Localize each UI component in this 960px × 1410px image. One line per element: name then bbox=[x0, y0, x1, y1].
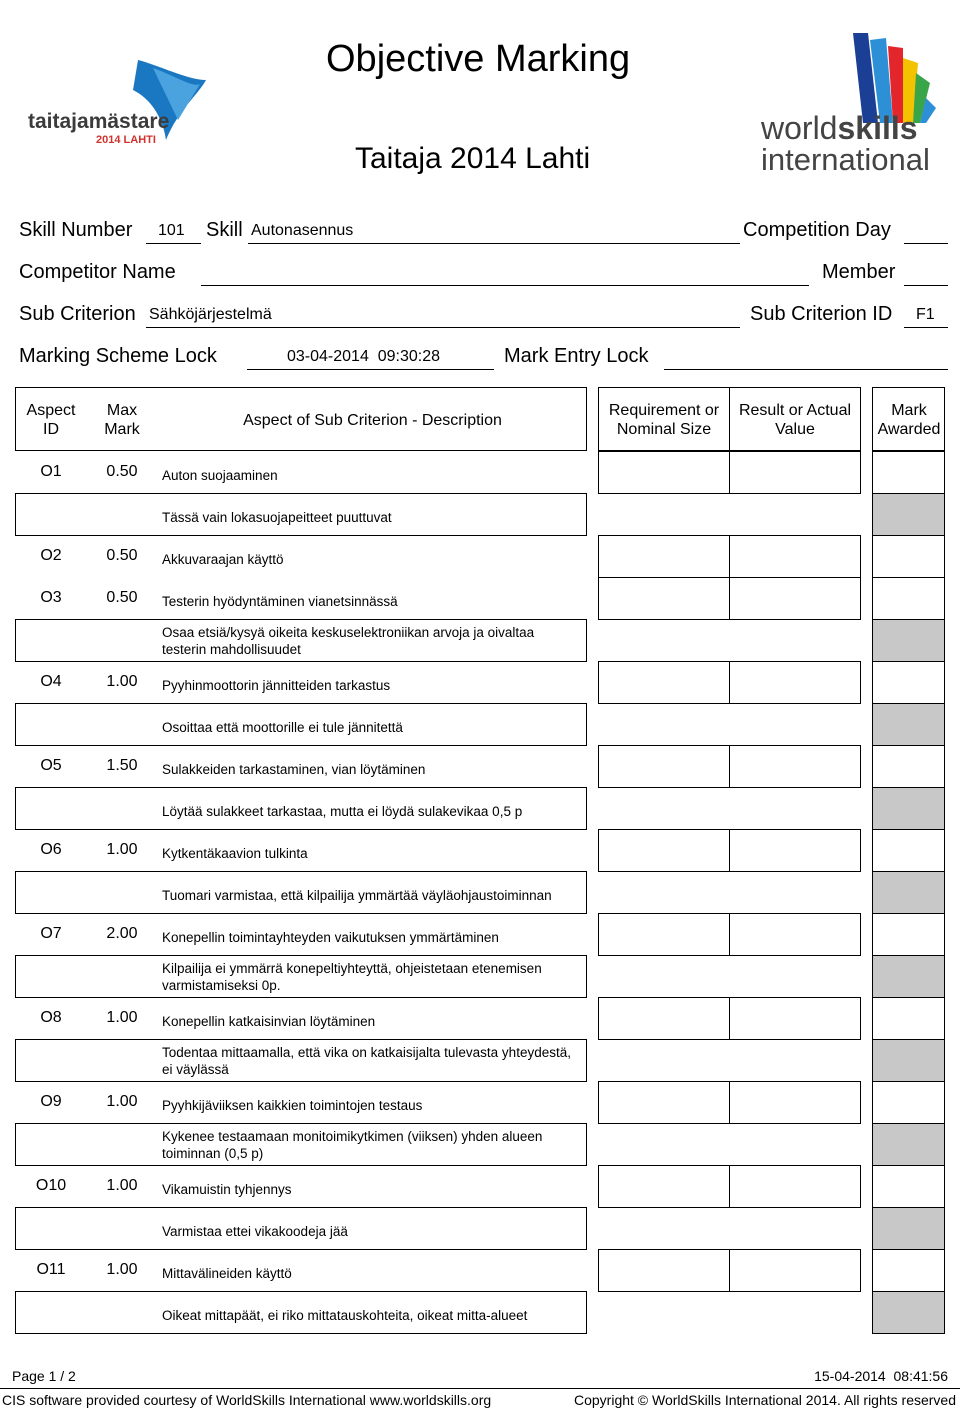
requirement-cell bbox=[598, 1081, 730, 1124]
aspect-id: O5 bbox=[40, 757, 62, 774]
max-mark bbox=[95, 703, 149, 745]
requirement-cell bbox=[598, 451, 730, 494]
aspect-description: Mittavälineiden käyttö bbox=[162, 1265, 292, 1281]
max-mark bbox=[95, 1291, 149, 1333]
aspect-note: Oikeat mittapäät, ei riko mittatauskohteita, oikeat mitta-alueet bbox=[162, 1307, 528, 1323]
aspect-description: Konepellin toimintayhteyden vaikutuksen ymmärtäminen bbox=[162, 929, 499, 945]
sub-criterion-id-value: F1 bbox=[916, 306, 935, 323]
max-mark bbox=[95, 1039, 149, 1081]
requirement-cell bbox=[598, 577, 730, 620]
aspect-id: O8 bbox=[40, 1009, 62, 1026]
aspect-id: O11 bbox=[36, 1261, 66, 1278]
max-mark: 0.50 bbox=[106, 589, 138, 606]
mark-cell-disabled bbox=[872, 703, 945, 746]
sub-criterion-id-label: Sub Criterion ID bbox=[750, 303, 893, 325]
worldskills-logo-line2: international bbox=[761, 142, 930, 177]
page-number: Page 1 / 2 bbox=[12, 1368, 76, 1384]
aspect-id bbox=[24, 1039, 78, 1081]
aspect-note: Löytää sulakkeet tarkastaa, mutta ei löydä sulakevikaa 0,5 p bbox=[162, 803, 523, 819]
aspect-id bbox=[24, 619, 78, 661]
mark-cell-disabled bbox=[872, 1207, 945, 1250]
aspect-description: Sulakkeiden tarkastaminen, vian löytäminen bbox=[162, 761, 426, 777]
header-max-mark: Max Mark bbox=[104, 402, 140, 438]
footer-timestamp: 15-04-2014 08:41:56 bbox=[814, 1368, 948, 1384]
page-title: Objective Marking bbox=[326, 38, 631, 80]
competition-day-label: Competition Day bbox=[743, 219, 891, 241]
aspect-id: O10 bbox=[35, 1177, 67, 1194]
header-requirement: Requirement or Nominal Size bbox=[608, 402, 720, 438]
requirement-cell bbox=[598, 1249, 730, 1292]
aspect-id: O3 bbox=[40, 589, 62, 606]
worldskills-logo-line1 bbox=[761, 112, 918, 144]
marking-scheme-lock-value: 03-04-2014 09:30:28 bbox=[287, 348, 441, 365]
max-mark bbox=[95, 619, 149, 661]
max-mark: 1.00 bbox=[106, 1177, 138, 1194]
aspect-description: Pyyhinmoottorin jännitteiden tarkastus bbox=[162, 677, 391, 693]
taitaja-logo-sub: 2014 LAHTI bbox=[96, 134, 156, 146]
result-input[interactable] bbox=[729, 661, 861, 704]
aspect-note: Todentaa mittaamalla, että vika on katkaisijalta tulevasta yhteydestä, ei väylässä bbox=[162, 1045, 571, 1077]
mark-awarded-input[interactable] bbox=[872, 451, 945, 494]
competitor-name-label: Competitor Name bbox=[19, 261, 176, 283]
aspect-description: Vikamuistin tyhjennys bbox=[162, 1181, 292, 1197]
taitaja-logo bbox=[28, 50, 218, 150]
mark-cell-disabled bbox=[872, 1039, 945, 1082]
max-mark: 1.00 bbox=[106, 1093, 138, 1110]
max-mark: 1.00 bbox=[106, 1009, 138, 1026]
skill-value: Autonasennus bbox=[251, 222, 354, 239]
aspect-id bbox=[24, 493, 78, 535]
result-input[interactable] bbox=[729, 745, 861, 788]
worldskills-word-world: world bbox=[761, 110, 838, 146]
requirement-cell bbox=[598, 535, 730, 578]
requirement-cell bbox=[598, 745, 730, 788]
aspect-description: Kytkentäkaavion tulkinta bbox=[162, 845, 308, 861]
result-input[interactable] bbox=[729, 1249, 861, 1292]
max-mark bbox=[95, 955, 149, 997]
mark-awarded-input[interactable] bbox=[872, 661, 945, 704]
result-input[interactable] bbox=[729, 1165, 861, 1208]
aspect-id bbox=[24, 1123, 78, 1165]
aspect-note: Kykenee testaamaan monitoimikytkimen (viiksen) yhden alueen toiminnan (0,5 p) bbox=[162, 1129, 543, 1161]
aspect-description: Konepellin katkaisinvian löytäminen bbox=[162, 1013, 376, 1029]
aspect-id: O7 bbox=[40, 925, 62, 942]
requirement-cell bbox=[598, 661, 730, 704]
mark-cell-disabled bbox=[872, 955, 945, 998]
aspect-description: Akkuvaraajan käyttö bbox=[162, 551, 284, 567]
page-subtitle: Taitaja 2014 Lahti bbox=[355, 142, 591, 175]
sub-criterion-label: Sub Criterion bbox=[19, 303, 136, 325]
aspect-id bbox=[24, 1291, 78, 1333]
max-mark bbox=[95, 871, 149, 913]
max-mark: 1.00 bbox=[106, 673, 138, 690]
aspect-note: Varmistaa ettei vikakoodeja jää bbox=[162, 1223, 348, 1239]
aspect-id bbox=[24, 703, 78, 745]
aspect-id bbox=[24, 871, 78, 913]
max-mark bbox=[95, 493, 149, 535]
aspect-id: O1 bbox=[40, 463, 62, 480]
footer-courtesy: CIS software provided courtesy of WorldSkills International www.worldskills.org bbox=[2, 1392, 492, 1408]
marking-scheme-lock-label: Marking Scheme Lock bbox=[19, 345, 217, 367]
aspect-description: Pyyhkijäviiksen kaikkien toimintojen testaus bbox=[162, 1097, 423, 1113]
max-mark: 0.50 bbox=[106, 463, 138, 480]
mark-awarded-input[interactable] bbox=[872, 745, 945, 788]
mark-awarded-input[interactable] bbox=[872, 913, 945, 956]
requirement-cell bbox=[598, 997, 730, 1040]
max-mark bbox=[95, 1123, 149, 1165]
max-mark bbox=[95, 787, 149, 829]
result-input[interactable] bbox=[729, 997, 861, 1040]
result-input[interactable] bbox=[729, 577, 861, 620]
mark-awarded-input[interactable] bbox=[872, 535, 945, 578]
member-label: Member bbox=[822, 261, 896, 283]
skill-number-label: Skill Number bbox=[19, 219, 133, 241]
aspect-note: Kilpailija ei ymmärrä konepeltiyhteyttä, ohjeistetaan etenemisen varmistamiseksi 0p. bbox=[162, 961, 542, 993]
mark-awarded-input[interactable] bbox=[872, 1081, 945, 1124]
aspect-note: Tässä vain lokasuojapeitteet puuttuvat bbox=[162, 509, 392, 525]
mark-awarded-input[interactable] bbox=[872, 829, 945, 872]
header-mark-awarded: Mark Awarded bbox=[877, 402, 941, 438]
aspect-id bbox=[24, 955, 78, 997]
sub-criterion-value: Sähköjärjestelmä bbox=[149, 306, 272, 323]
skill-label: Skill bbox=[206, 219, 243, 241]
result-input[interactable] bbox=[729, 913, 861, 956]
aspect-id: O4 bbox=[40, 673, 62, 690]
requirement-cell bbox=[598, 1165, 730, 1208]
mark-cell-disabled bbox=[872, 1123, 945, 1166]
aspect-id: O9 bbox=[40, 1093, 62, 1110]
mark-cell-disabled bbox=[872, 619, 945, 662]
requirement-cell bbox=[598, 829, 730, 872]
result-input[interactable] bbox=[729, 535, 861, 578]
worldskills-word-skills: skills bbox=[837, 110, 918, 146]
mark-awarded-input[interactable] bbox=[872, 1249, 945, 1292]
mark-cell-disabled bbox=[872, 871, 945, 914]
mark-awarded-input[interactable] bbox=[872, 1165, 945, 1208]
skill-number-value: 101 bbox=[158, 222, 185, 239]
max-mark: 1.50 bbox=[106, 757, 138, 774]
header-description: Aspect of Sub Criterion - Description bbox=[243, 411, 502, 429]
max-mark bbox=[95, 1207, 149, 1249]
result-input[interactable] bbox=[729, 1081, 861, 1124]
aspect-id: O2 bbox=[40, 547, 62, 564]
header-aspect-id: Aspect ID bbox=[26, 402, 76, 438]
max-mark: 1.00 bbox=[106, 841, 138, 858]
aspect-note: Osoittaa että moottorille ei tule jännitettä bbox=[162, 719, 403, 735]
worldskills-logo bbox=[758, 28, 938, 178]
mark-cell-disabled bbox=[872, 1291, 945, 1334]
aspect-description: Auton suojaaminen bbox=[162, 467, 278, 483]
aspect-description: Testerin hyödyntäminen vianetsinnässä bbox=[162, 593, 398, 609]
mark-awarded-input[interactable] bbox=[872, 997, 945, 1040]
aspect-id bbox=[24, 1207, 78, 1249]
aspect-note: Tuomari varmistaa, että kilpailija ymmärtää väyläohjaustoiminnan bbox=[162, 887, 552, 903]
result-input[interactable] bbox=[729, 451, 861, 494]
max-mark: 2.00 bbox=[106, 925, 138, 942]
aspect-note: Osaa etsiä/kysyä oikeita keskuselektroniikan arvoja ja oivaltaa testerin mahdollisuudet bbox=[162, 625, 535, 657]
aspect-id bbox=[24, 787, 78, 829]
result-input[interactable] bbox=[729, 829, 861, 872]
max-mark: 1.00 bbox=[106, 1261, 138, 1278]
mark-cell-disabled bbox=[872, 787, 945, 830]
footer-copyright: Copyright © WorldSkills International 2014. All rights reserved bbox=[573, 1392, 956, 1408]
header-result: Result or Actual Value bbox=[738, 402, 852, 438]
mark-entry-lock-label: Mark Entry Lock bbox=[504, 345, 649, 367]
taitaja-logo-text: taitajamästare bbox=[28, 110, 170, 133]
max-mark: 0.50 bbox=[106, 547, 138, 564]
requirement-cell bbox=[598, 913, 730, 956]
aspect-id: O6 bbox=[40, 841, 62, 858]
mark-awarded-input[interactable] bbox=[872, 577, 945, 620]
mark-cell-disabled bbox=[872, 493, 945, 536]
